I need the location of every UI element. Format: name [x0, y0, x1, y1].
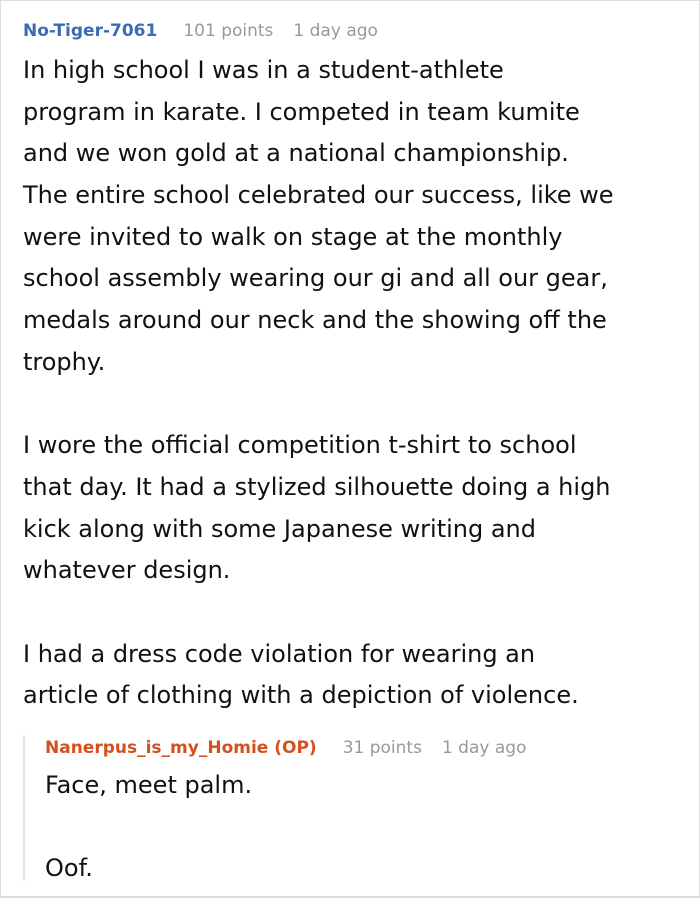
text-line: Face, meet palm. [45, 771, 253, 799]
text-line: and we won gold at a national championship. [23, 139, 569, 168]
comment-points: 101 points [183, 21, 274, 41]
text-line: I had a dress code violation for wearing an [23, 639, 536, 668]
reply-meta [45, 735, 685, 761]
text-line: I wore the official competition t-shirt to school [23, 431, 577, 460]
comment-meta [23, 18, 689, 44]
comment [23, 18, 689, 717]
text-line: whatever design. [23, 556, 231, 585]
reply-timestamp[interactable]: 1 day ago [441, 738, 527, 758]
text-line: trophy. [23, 347, 106, 376]
text-line: The entire school celebrated our success, like we [23, 181, 614, 210]
comment-paragraph [23, 634, 689, 717]
comment-paragraph [23, 50, 689, 384]
reply-paragraph [45, 848, 685, 890]
text-line: In high school I was in a student-athlete [23, 56, 504, 84]
comment-author-link[interactable]: No-Tiger-7061 [23, 21, 158, 41]
reply-paragraph [45, 765, 685, 807]
reply-body [45, 765, 685, 890]
text-line: school assembly wearing our gi and all our gear, [23, 264, 608, 293]
reply-author-link[interactable]: Nanerpus_is_my_Homie (OP) [45, 738, 317, 758]
text-line: that day. It had a stylized silhouette doing a high [23, 472, 611, 501]
text-line: were invited to walk on stage at the monthly [23, 222, 563, 251]
text-line: medals around our neck and the showing off the [23, 306, 607, 335]
text-line: kick along with some Japanese writing and [23, 514, 536, 543]
text-line: program in karate. I competed in team kumite [23, 97, 580, 126]
comment-paragraph [23, 425, 689, 592]
comment-timestamp[interactable]: 1 day ago [293, 21, 378, 41]
reply-comment [23, 735, 685, 881]
text-line: article of clothing with a depiction of violence. [23, 681, 579, 710]
reply-points: 31 points [342, 738, 422, 758]
comment-body [23, 50, 689, 717]
text-line: Oof. [45, 854, 93, 883]
